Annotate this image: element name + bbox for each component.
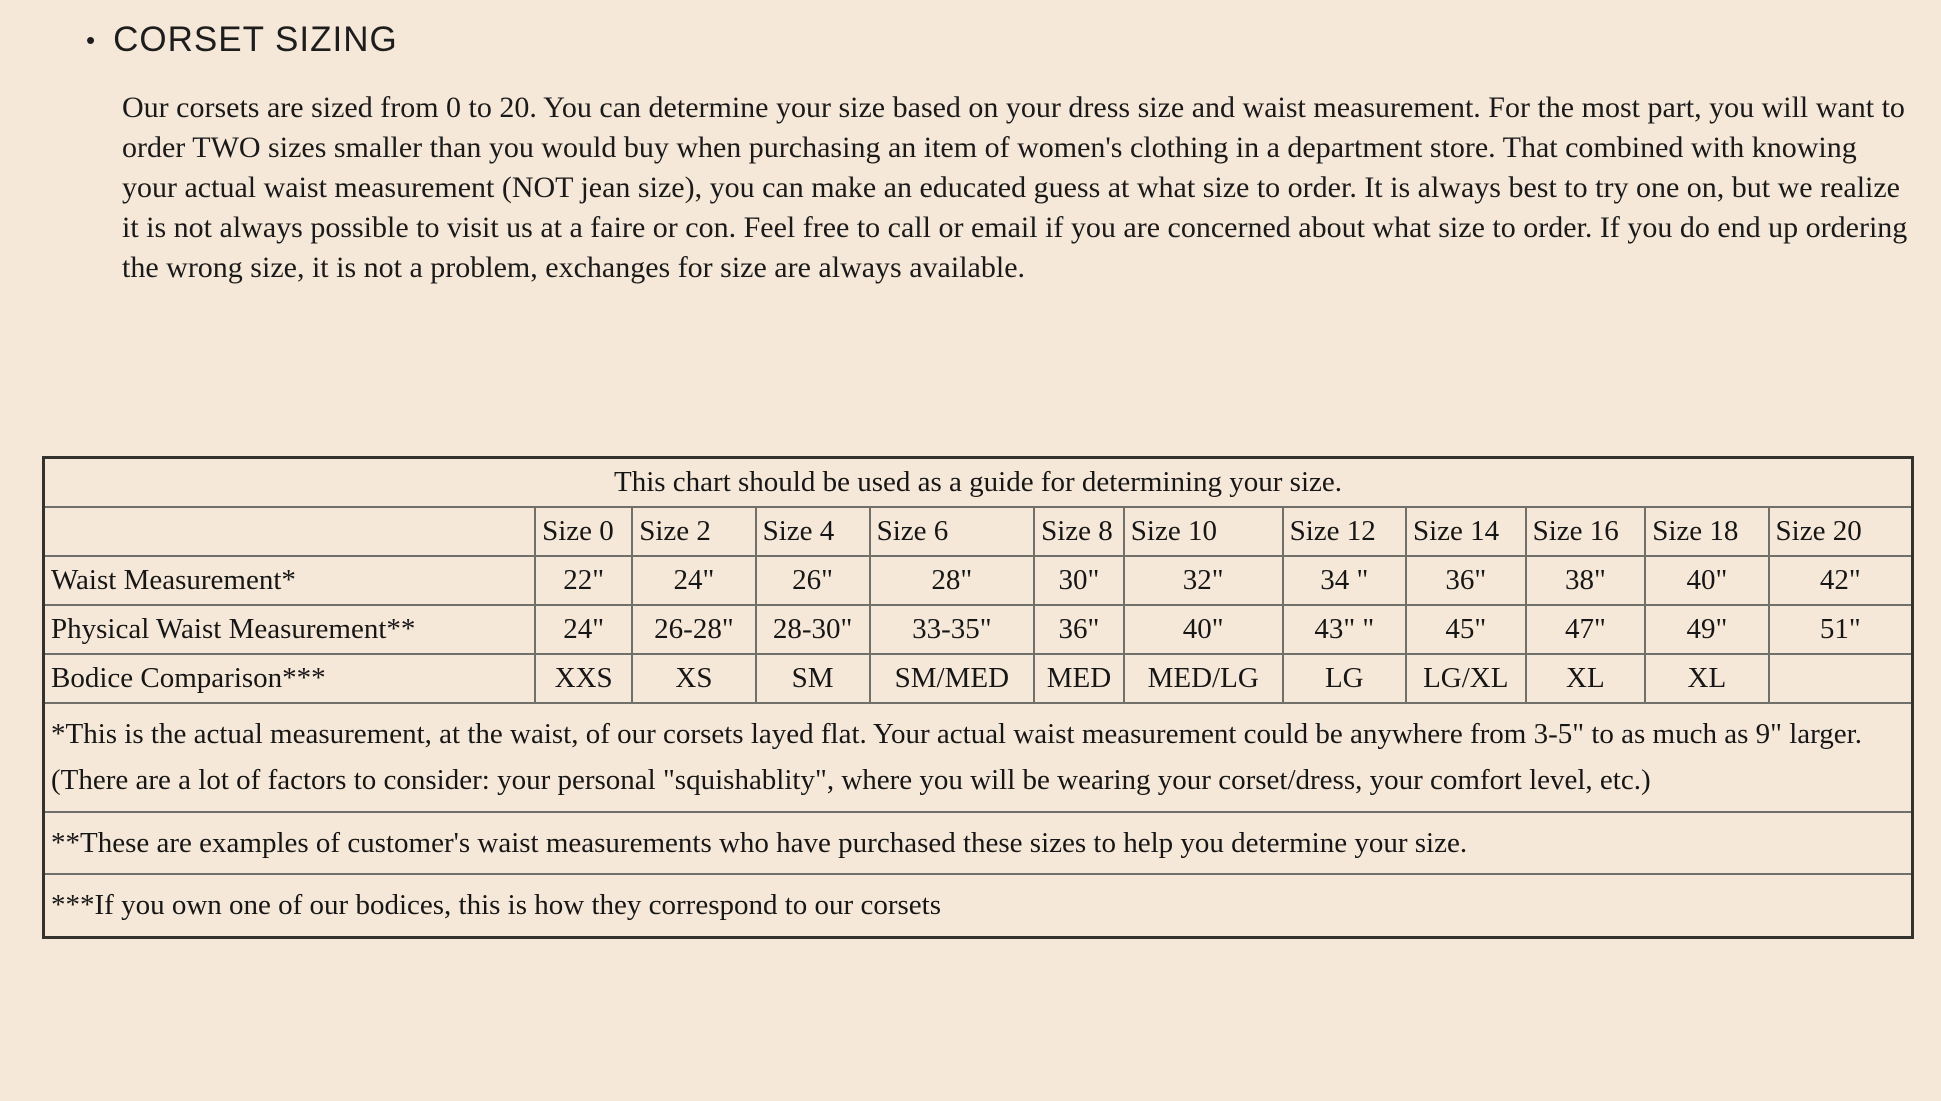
value-cell: 49" — [1645, 605, 1768, 654]
value-cell: 22" — [535, 556, 632, 605]
value-cell: 45" — [1406, 605, 1526, 654]
column-header-size-20: Size 20 — [1769, 507, 1913, 556]
column-header-size-18: Size 18 — [1645, 507, 1768, 556]
table-row-waist-measurement — [44, 556, 1913, 605]
value-cell: 28-30" — [756, 605, 870, 654]
column-header-size-10: Size 10 — [1124, 507, 1283, 556]
value-cell: 42" — [1769, 556, 1913, 605]
value-cell: 32" — [1124, 556, 1283, 605]
footnote-row-3 — [44, 874, 1913, 937]
value-cell: SM/MED — [870, 654, 1034, 703]
column-header-size-6: Size 6 — [870, 507, 1034, 556]
value-cell: 24" — [535, 605, 632, 654]
value-cell: MED/LG — [1124, 654, 1283, 703]
value-cell: 26" — [756, 556, 870, 605]
table-caption: This chart should be used as a guide for determining your size. — [44, 458, 1913, 508]
footnote-customer-examples: **These are examples of customer's waist measurements who have purchased these sizes to help you determine your size. — [44, 812, 1913, 874]
section-heading — [0, 0, 1941, 60]
value-cell: 40" — [1645, 556, 1768, 605]
sizing-table — [42, 456, 1914, 939]
caption-row — [44, 458, 1913, 508]
value-cell: 36" — [1406, 556, 1526, 605]
column-header-empty — [44, 507, 536, 556]
value-cell: LG/XL — [1406, 654, 1526, 703]
value-cell: 24" — [632, 556, 755, 605]
value-cell: LG — [1283, 654, 1406, 703]
value-cell: 47" — [1526, 605, 1646, 654]
value-cell: 26-28" — [632, 605, 755, 654]
footnote-bodice-correspondence: ***If you own one of our bodices, this is how they correspond to our corsets — [44, 874, 1913, 937]
value-cell: 40" — [1124, 605, 1283, 654]
value-cell: 36" — [1034, 605, 1124, 654]
column-header-size-8: Size 8 — [1034, 507, 1124, 556]
intro-paragraph: Our corsets are sized from 0 to 20. You can determine your size based on your dress size and waist measurement. For the most part, you will want to order TWO sizes smaller than you would buy when purchasing an item of women's clothing in a department store. That combined with knowing your actual waist measurement (NOT jean size), you can make an educated guess at what size to order. It is always best to try one on, but we realize it is not always possible to visit us at a faire or con. Feel free to call or email if you are concerned about what size to order. If you do end up ordering the wrong size, it is not a problem, exchanges for size are always available. — [122, 91, 1908, 284]
column-header-size-0: Size 0 — [535, 507, 632, 556]
value-cell: XXS — [535, 654, 632, 703]
table-row-physical-waist-measurement — [44, 605, 1913, 654]
value-cell: 28" — [870, 556, 1034, 605]
value-cell: XS — [632, 654, 755, 703]
column-header-size-4: Size 4 — [756, 507, 870, 556]
value-cell: SM — [756, 654, 870, 703]
footnote-flat-measurement: *This is the actual measurement, at the waist, of our corsets layed flat. Your actual waist measurement could be anywhere from 3-5" to as much as 9" larger. (There are a lot of factors to consider: your personal "squishablity", where you will be wearing your corset/dress, your comfort level, etc.) — [44, 703, 1913, 812]
footnote-row-1 — [44, 703, 1913, 812]
page-title: CORSET SIZING — [113, 20, 398, 59]
value-cell: XL — [1526, 654, 1646, 703]
column-header-size-16: Size 16 — [1526, 507, 1646, 556]
list-bullet-icon: • — [86, 25, 96, 55]
value-cell: 38" — [1526, 556, 1646, 605]
value-cell: XL — [1645, 654, 1768, 703]
footnote-row-2 — [44, 812, 1913, 874]
value-cell: MED — [1034, 654, 1124, 703]
value-cell: 43" " — [1283, 605, 1406, 654]
row-label: Physical Waist Measurement** — [44, 605, 536, 654]
value-cell: 51" — [1769, 605, 1913, 654]
value-cell: 33-35" — [870, 605, 1034, 654]
column-header-size-2: Size 2 — [632, 507, 755, 556]
value-cell: 34 " — [1283, 556, 1406, 605]
value-cell: 30" — [1034, 556, 1124, 605]
size-header-row — [44, 507, 1913, 556]
table-row-bodice-comparison — [44, 654, 1913, 703]
row-label: Waist Measurement* — [44, 556, 536, 605]
value-cell — [1769, 654, 1913, 703]
row-label: Bodice Comparison*** — [44, 654, 536, 703]
column-header-size-12: Size 12 — [1283, 507, 1406, 556]
column-header-size-14: Size 14 — [1406, 507, 1526, 556]
